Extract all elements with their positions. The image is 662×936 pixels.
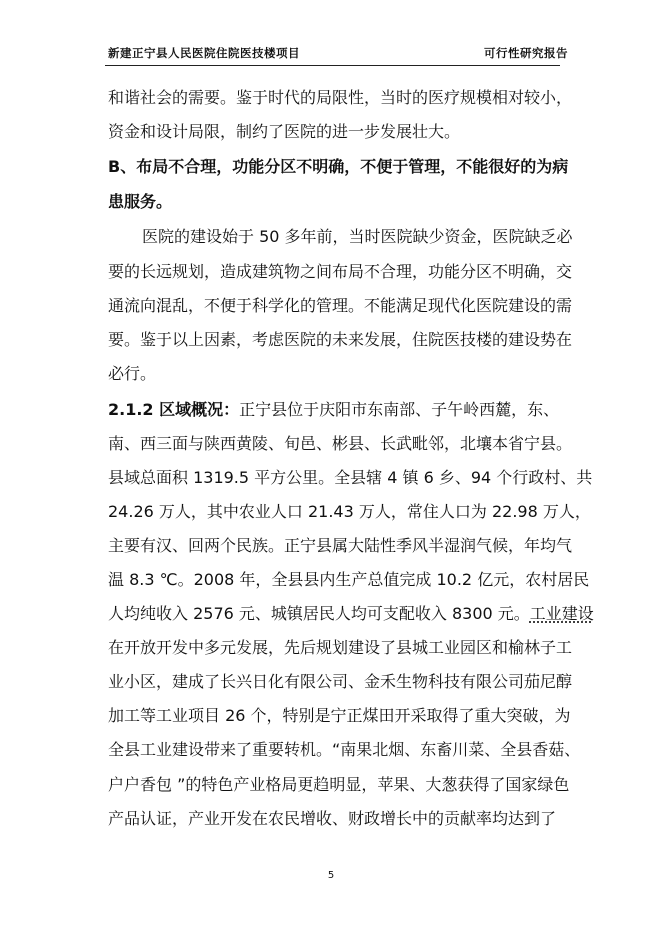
body-line	[108, 604, 594, 624]
body-line: 医院的建设始于 50 多年前，当时医院缺少资金，医院缺乏必	[142, 227, 573, 246]
body-line: 通流向混乱，不便于科学化的管理。不能满足现代化医院建设的需	[108, 296, 573, 315]
header-project-title: 新建正宁县人民医院住院医技楼项目	[108, 46, 300, 60]
body-line: 要。鉴于以上因素，考虑医院的未来发展，住院医技楼的建设势在	[108, 330, 573, 349]
section-line	[108, 400, 559, 420]
subheading-line: B、布局不合理，功能分区不明确，不便于管理，不能很好的为病	[108, 157, 569, 176]
body-line: 要的长远规划，造成建筑物之间布局不合理，功能分区不明确，交	[108, 262, 573, 281]
body-line: 和谐社会的需要。鉴于时代的局限性，当时的医疗规模相对较小，	[108, 88, 573, 107]
body-text: 人均纯收入 2576 元、城镇居民人均可支配收入 8300 元。	[108, 604, 530, 623]
body-line: 业小区，建成了长兴日化有限公司、金禾生物科技有限公司茄尼醇	[108, 672, 573, 691]
body-line: 南、西三面与陕西黄陵、旬邑、彬县、长武毗邻，北壤本省宁县。	[108, 434, 573, 453]
section-heading: 2.1.2 区域概况：	[108, 400, 240, 419]
body-line: 24.26 万人，其中农业人口 21.43 万人，常住人口为 22.98 万人，	[108, 502, 591, 521]
body-line: 加工等工业项目 26 个，特别是宁正煤田开采取得了重大突破，为	[108, 706, 571, 725]
body-line: 户户香包 ”的特色产业格局更趋明显，苹果、大葱获得了国家绿色	[108, 775, 570, 794]
subheading-line: 患服务。	[108, 192, 173, 211]
header-divider	[105, 65, 560, 66]
header-report-type: 可行性研究报告	[484, 46, 568, 60]
body-line: 温 8.3 ℃。2008 年，全县县内生产总值完成 10.2 亿元，农村居民	[108, 570, 590, 589]
body-line: 主要有汉、回两个民族。正宁县属大陆性季风半湿润气候，年均气	[108, 536, 573, 555]
body-line: 必行。	[108, 364, 157, 383]
page-number: 5	[327, 870, 335, 881]
body-line: 在开放开发中多元发展，先后规划建设了县城工业园区和榆林子工	[108, 638, 573, 657]
body-line: 全县工业建设带来了重要转机。“南果北烟、东畜川菜、全县香菇、	[108, 740, 581, 759]
body-line: 资金和设计局限，制约了医院的进一步发展壮大。	[108, 122, 461, 141]
underlined-phrase: 工业建设	[529, 604, 594, 623]
body-text: 正宁县位于庆阳市东南部、子午岭西麓，东、	[239, 400, 560, 419]
body-line: 县域总面积 1319.5 平方公里。全县辖 4 镇 6 乡、94 个行政村、共	[108, 468, 593, 487]
body-line: 产品认证，产业开发在农民增收、财政增长中的贡献率均达到了	[108, 809, 557, 828]
